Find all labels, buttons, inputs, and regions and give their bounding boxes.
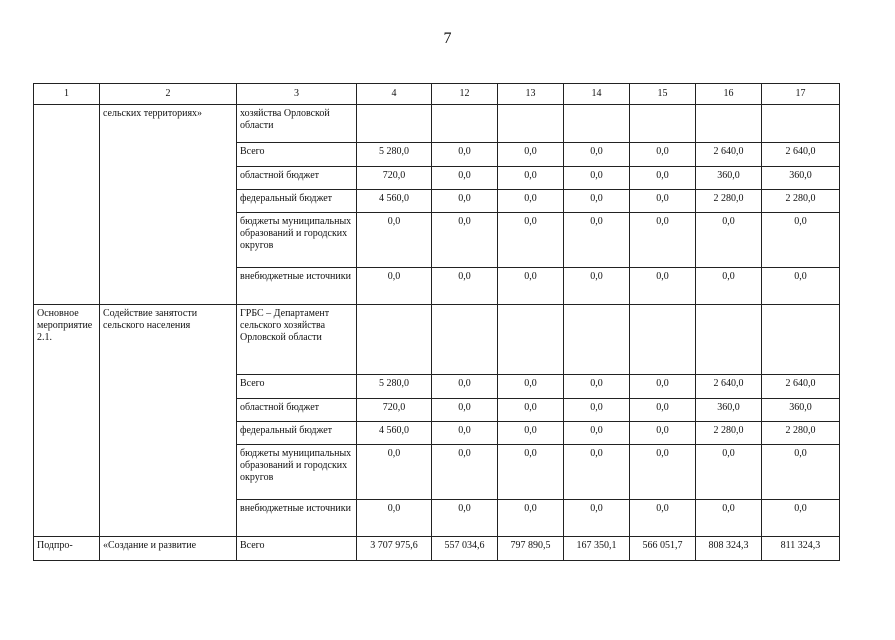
table-body <box>34 105 840 561</box>
value-cell: 0,0 <box>762 445 840 500</box>
value-cell: 2 280,0 <box>696 422 762 445</box>
value-cell: 0,0 <box>564 500 630 537</box>
value-cell <box>630 105 696 143</box>
value-cell: 2 640,0 <box>696 143 762 167</box>
value-cell <box>696 305 762 375</box>
value-cell: 360,0 <box>696 167 762 190</box>
column-header: 14 <box>564 84 630 105</box>
column-header: 4 <box>357 84 432 105</box>
value-cell: 0,0 <box>564 143 630 167</box>
value-cell: 0,0 <box>498 213 564 268</box>
column-header: 1 <box>34 84 100 105</box>
value-cell: 0,0 <box>630 500 696 537</box>
value-cell: 797 890,5 <box>498 537 564 561</box>
value-cell <box>357 305 432 375</box>
value-cell: 0,0 <box>696 268 762 305</box>
value-cell <box>564 305 630 375</box>
value-cell: 0,0 <box>432 213 498 268</box>
value-cell: 0,0 <box>564 190 630 213</box>
value-cell: 0,0 <box>564 445 630 500</box>
column-header: 2 <box>100 84 237 105</box>
value-cell: 0,0 <box>630 375 696 399</box>
funding-source-cell: ГРБС – Департамент сельского хозяйства Орловской области <box>237 305 357 375</box>
value-cell: 0,0 <box>630 399 696 422</box>
value-cell: 2 640,0 <box>762 143 840 167</box>
value-cell: 0,0 <box>432 500 498 537</box>
value-cell: 0,0 <box>498 268 564 305</box>
value-cell: 0,0 <box>630 422 696 445</box>
value-cell: 0,0 <box>630 213 696 268</box>
value-cell <box>498 305 564 375</box>
value-cell: 720,0 <box>357 399 432 422</box>
column-header: 16 <box>696 84 762 105</box>
value-cell: 808 324,3 <box>696 537 762 561</box>
funding-source-cell: областной бюджет <box>237 167 357 190</box>
value-cell: 2 640,0 <box>762 375 840 399</box>
value-cell: 0,0 <box>762 213 840 268</box>
value-cell: 0,0 <box>357 500 432 537</box>
value-cell: 0,0 <box>762 268 840 305</box>
value-cell: 0,0 <box>564 167 630 190</box>
value-cell: 0,0 <box>498 143 564 167</box>
funding-source-cell: хозяйства Орловской области <box>237 105 357 143</box>
value-cell: 0,0 <box>498 190 564 213</box>
value-cell: 2 640,0 <box>696 375 762 399</box>
value-cell: 0,0 <box>432 445 498 500</box>
program-name-cell: сельских территориях» <box>100 105 237 305</box>
funding-source-cell: бюджеты муниципальных образований и городских округов <box>237 445 357 500</box>
value-cell: 0,0 <box>498 399 564 422</box>
budget-table <box>33 83 840 561</box>
funding-source-cell: Всего <box>237 537 357 561</box>
value-cell: 0,0 <box>564 268 630 305</box>
value-cell: 0,0 <box>630 445 696 500</box>
value-cell: 360,0 <box>762 399 840 422</box>
funding-source-cell: федеральный бюджет <box>237 190 357 213</box>
value-cell <box>564 105 630 143</box>
value-cell: 0,0 <box>696 213 762 268</box>
value-cell: 0,0 <box>696 500 762 537</box>
value-cell: 360,0 <box>696 399 762 422</box>
column-header: 3 <box>237 84 357 105</box>
table-row <box>34 105 840 143</box>
program-cell: Основное мероприятие 2.1. <box>34 305 100 537</box>
value-cell: 0,0 <box>432 143 498 167</box>
value-cell: 0,0 <box>357 213 432 268</box>
value-cell: 0,0 <box>564 375 630 399</box>
funding-source-cell: бюджеты муниципальных образований и городских округов <box>237 213 357 268</box>
page-number: 7 <box>443 30 452 47</box>
column-header: 13 <box>498 84 564 105</box>
value-cell: 0,0 <box>498 422 564 445</box>
table-row <box>34 305 840 375</box>
value-cell: 0,0 <box>357 268 432 305</box>
funding-source-cell: Всего <box>237 143 357 167</box>
value-cell: 0,0 <box>357 445 432 500</box>
value-cell <box>432 305 498 375</box>
value-cell <box>762 305 840 375</box>
program-name-cell: Содействие занятости сельского населения <box>100 305 237 537</box>
value-cell: 566 051,7 <box>630 537 696 561</box>
value-cell: 0,0 <box>498 445 564 500</box>
column-header: 15 <box>630 84 696 105</box>
value-cell: 2 280,0 <box>762 190 840 213</box>
funding-source-cell: областной бюджет <box>237 399 357 422</box>
value-cell: 5 280,0 <box>357 143 432 167</box>
value-cell: 0,0 <box>564 399 630 422</box>
program-cell <box>34 105 100 305</box>
column-header: 17 <box>762 84 840 105</box>
value-cell: 4 560,0 <box>357 422 432 445</box>
funding-source-cell: внебюджетные источники <box>237 268 357 305</box>
value-cell: 0,0 <box>498 167 564 190</box>
column-header: 12 <box>432 84 498 105</box>
value-cell: 0,0 <box>432 167 498 190</box>
value-cell: 167 350,1 <box>564 537 630 561</box>
value-cell: 557 034,6 <box>432 537 498 561</box>
value-cell: 0,0 <box>762 500 840 537</box>
value-cell <box>762 105 840 143</box>
value-cell <box>498 105 564 143</box>
funding-source-cell: федеральный бюджет <box>237 422 357 445</box>
value-cell <box>432 105 498 143</box>
value-cell: 811 324,3 <box>762 537 840 561</box>
table-row <box>34 537 840 561</box>
value-cell: 0,0 <box>564 422 630 445</box>
value-cell: 0,0 <box>630 190 696 213</box>
header-row <box>34 84 840 105</box>
program-name-cell: «Создание и развитие <box>100 537 237 561</box>
value-cell <box>357 105 432 143</box>
value-cell: 360,0 <box>762 167 840 190</box>
value-cell: 0,0 <box>432 190 498 213</box>
value-cell: 720,0 <box>357 167 432 190</box>
value-cell: 0,0 <box>432 422 498 445</box>
program-cell: Подпро- <box>34 537 100 561</box>
value-cell <box>630 305 696 375</box>
value-cell: 5 280,0 <box>357 375 432 399</box>
funding-source-cell: Всего <box>237 375 357 399</box>
value-cell: 0,0 <box>432 399 498 422</box>
value-cell: 0,0 <box>498 500 564 537</box>
funding-source-cell: внебюджетные источники <box>237 500 357 537</box>
value-cell: 0,0 <box>630 143 696 167</box>
value-cell: 2 280,0 <box>696 190 762 213</box>
value-cell: 0,0 <box>630 268 696 305</box>
value-cell: 0,0 <box>432 375 498 399</box>
value-cell: 2 280,0 <box>762 422 840 445</box>
value-cell: 0,0 <box>564 213 630 268</box>
value-cell: 0,0 <box>498 375 564 399</box>
value-cell: 0,0 <box>630 167 696 190</box>
value-cell: 0,0 <box>432 268 498 305</box>
value-cell: 0,0 <box>696 445 762 500</box>
value-cell: 3 707 975,6 <box>357 537 432 561</box>
value-cell <box>696 105 762 143</box>
value-cell: 4 560,0 <box>357 190 432 213</box>
